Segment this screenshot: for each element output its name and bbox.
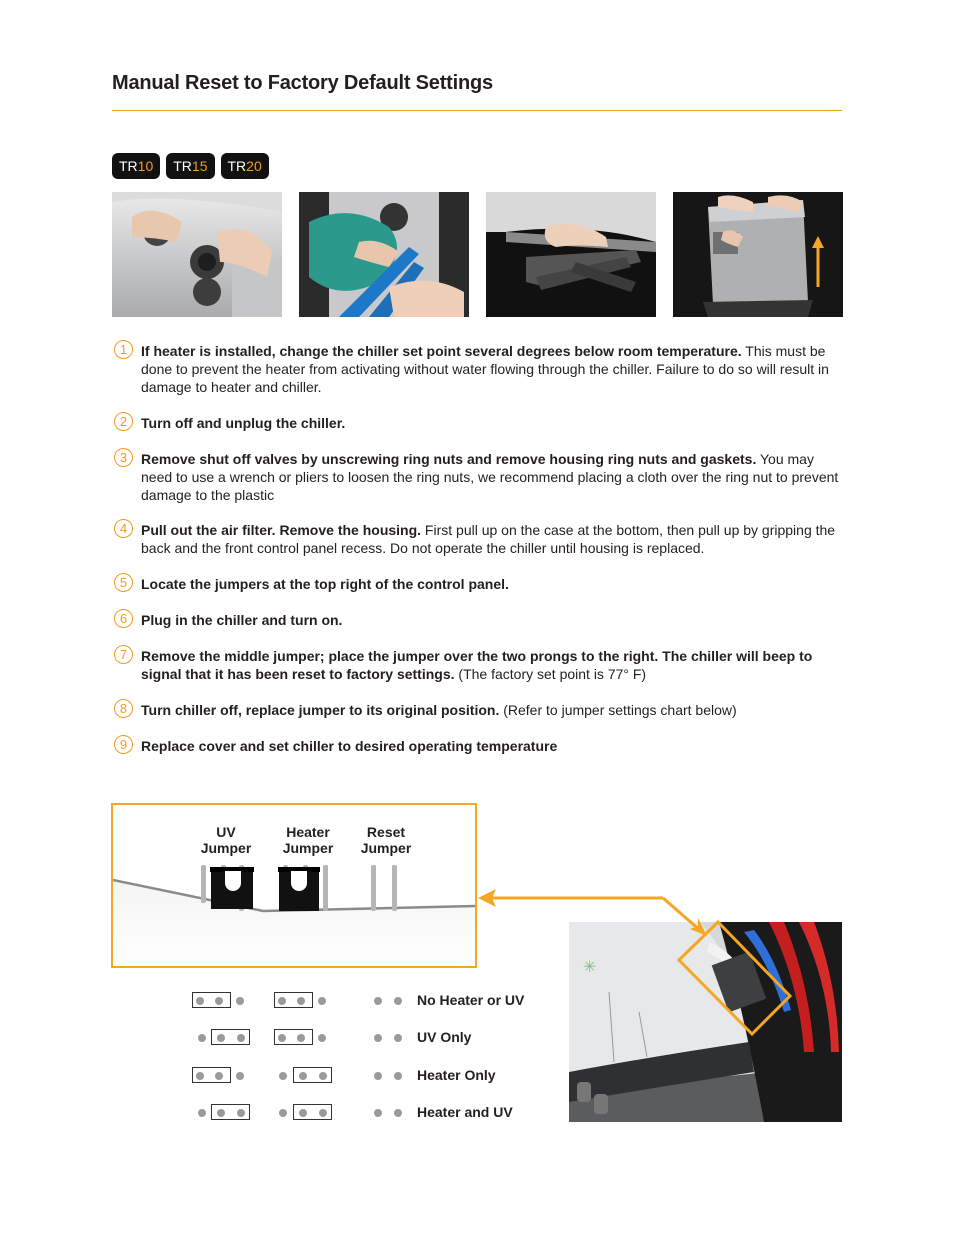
uv-jumper-label: UV Jumper	[200, 824, 252, 856]
svg-text:✳: ✳	[583, 957, 597, 976]
jumper-setting-label: Heater Only	[417, 1067, 496, 1083]
model-badges	[112, 153, 269, 179]
step-number: 1	[114, 340, 133, 359]
step-text: If heater is installed, change the chiller set point several degrees below room temperature. This must be done to prevent the heater from activating without water flowing through the chiller. Failure to do so will result in damage to heater and chiller.	[141, 343, 829, 395]
step-number: 6	[114, 609, 133, 628]
jumper-board-illustration	[113, 805, 475, 966]
jumper-setting-label: No Heater or UV	[417, 992, 525, 1008]
step-number: 3	[114, 448, 133, 467]
step-text: Pull out the air filter. Remove the housing. First pull up on the case at the bottom, then pull up by gripping the back and the front control panel recess. Do not operate the chiller until housing is replaced.	[141, 522, 836, 556]
step-text: Remove shut off valves by unscrewing ring nuts and remove housing ring nuts and gaskets. You may need to use a wrench or pliers to loosen the ring nuts, we recommend placing a cloth over the ring nut to prevent damage to the plastic	[141, 451, 839, 503]
jumper-row-none	[190, 990, 590, 1012]
step-text: Plug in the chiller and turn on.	[141, 612, 343, 628]
step-text: Replace cover and set chiller to desired operating temperature	[141, 738, 558, 754]
jumper-row-heater-uv	[190, 1102, 590, 1124]
step-number: 5	[114, 573, 133, 592]
heater-jumper-label: Heater Jumper	[282, 824, 334, 856]
reset-jumper-label: Reset Jumper	[360, 824, 412, 856]
photo-control-panel	[569, 922, 842, 1122]
jumper-diagram	[111, 803, 477, 968]
step-number: 2	[114, 412, 133, 431]
step-photos	[112, 192, 843, 317]
photo-air-filter	[486, 192, 656, 317]
jumper-setting-label: UV Only	[417, 1029, 472, 1045]
step-number: 7	[114, 645, 133, 664]
step-number: 8	[114, 699, 133, 718]
step-number: 4	[114, 519, 133, 538]
title-divider	[112, 110, 842, 111]
jumper-row-uv	[190, 1027, 590, 1049]
model-badge-tr10: TR10	[112, 153, 160, 179]
photo-lift-housing	[673, 192, 843, 317]
step-text: Remove the middle jumper; place the jumper over the two prongs to the right. The chiller will beep to signal that it has been reset to factory settings. (The factory set point is 77° F)	[141, 648, 813, 682]
step-text: Turn off and unplug the chiller.	[141, 415, 346, 431]
model-badge-tr20: TR20	[221, 153, 269, 179]
photo-unscrew-valves	[112, 192, 282, 317]
jumper-row-heater	[190, 1065, 590, 1087]
page-title: Manual Reset to Factory Default Settings	[112, 72, 493, 94]
step-text: Locate the jumpers at the top right of the control panel.	[141, 576, 509, 592]
model-badge-tr15: TR15	[166, 153, 214, 179]
step-number: 9	[114, 735, 133, 754]
jumper-setting-label: Heater and UV	[417, 1104, 513, 1120]
photo-pliers-cloth	[299, 192, 469, 317]
step-text: Turn chiller off, replace jumper to its original position. (Refer to jumper settings chart below)	[141, 702, 737, 718]
